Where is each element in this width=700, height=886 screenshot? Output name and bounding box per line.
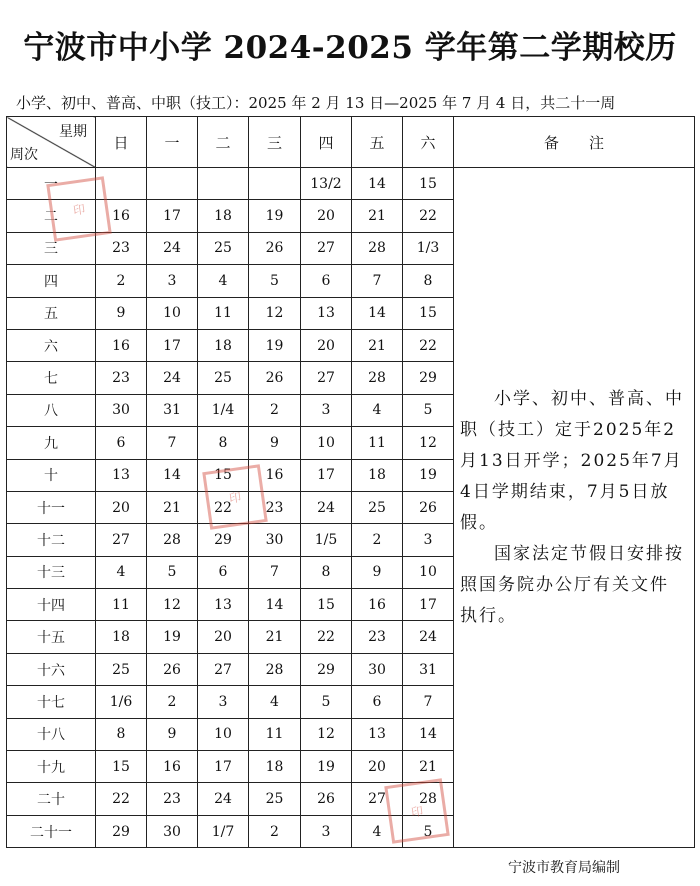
date-cell: 29 xyxy=(301,653,352,685)
date-cell: 2 xyxy=(96,265,147,297)
week-number: 三 xyxy=(7,232,96,264)
date-cell: 7 xyxy=(249,556,301,588)
date-cell: 3 xyxy=(147,265,198,297)
table-row xyxy=(7,168,695,200)
week-number: 一 xyxy=(7,168,96,200)
date-cell: 21 xyxy=(147,491,198,523)
seal-stamp: 印 xyxy=(202,464,268,530)
remark-paragraph: 国家法定节假日安排按照国务院办公厅有关文件执行。 xyxy=(460,543,684,626)
date-cell: 27 xyxy=(301,232,352,264)
date-cell: 21 xyxy=(249,621,301,653)
date-cell: 28 xyxy=(249,653,301,685)
date-cell: 5 xyxy=(403,815,454,847)
date-cell: 4 xyxy=(249,686,301,718)
date-cell: 16 xyxy=(147,751,198,783)
date-cell: 6 xyxy=(198,556,249,588)
date-cell: 22 xyxy=(198,491,249,523)
week-number: 十二 xyxy=(7,524,96,556)
date-cell: 3 xyxy=(301,815,352,847)
date-cell: 26 xyxy=(403,491,454,523)
date-cell: 19 xyxy=(403,459,454,491)
seal-stamp: 印 xyxy=(46,176,112,242)
semester-dates: 小学、初中、普高、中职（技工）：2025 年 2 月 13 日—2025 年 7 月 4 日，共二十一周 xyxy=(16,94,616,112)
date-cell xyxy=(198,168,249,200)
date-cell: 24 xyxy=(198,783,249,815)
date-cell: 8 xyxy=(403,265,454,297)
date-cell: 29 xyxy=(198,524,249,556)
date-cell: 23 xyxy=(249,491,301,523)
day-header: 一 xyxy=(147,117,198,168)
date-cell: 23 xyxy=(352,621,403,653)
week-number: 十三 xyxy=(7,556,96,588)
date-cell: 14 xyxy=(147,459,198,491)
date-cell: 5 xyxy=(403,394,454,426)
date-cell: 1/7 xyxy=(198,815,249,847)
date-cell: 3 xyxy=(403,524,454,556)
date-cell: 19 xyxy=(249,200,301,232)
date-cell: 25 xyxy=(198,232,249,264)
week-number: 四 xyxy=(7,265,96,297)
date-cell: 12 xyxy=(249,297,301,329)
date-cell: 16 xyxy=(352,589,403,621)
date-cell: 4 xyxy=(352,394,403,426)
date-cell: 24 xyxy=(147,232,198,264)
date-cell: 5 xyxy=(147,556,198,588)
week-number: 二十一 xyxy=(7,815,96,847)
date-cell: 30 xyxy=(96,394,147,426)
date-cell: 13 xyxy=(352,718,403,750)
date-cell: 14 xyxy=(352,297,403,329)
week-number: 九 xyxy=(7,427,96,459)
weekday-label: 星期 xyxy=(59,124,87,140)
date-cell: 4 xyxy=(96,556,147,588)
date-cell: 6 xyxy=(301,265,352,297)
date-cell: 5 xyxy=(301,686,352,718)
week-number: 十八 xyxy=(7,718,96,750)
date-cell: 14 xyxy=(352,168,403,200)
date-cell: 1/6 xyxy=(96,686,147,718)
date-cell: 21 xyxy=(403,751,454,783)
date-cell: 8 xyxy=(96,718,147,750)
week-number: 二 xyxy=(7,200,96,232)
date-cell: 27 xyxy=(96,524,147,556)
date-cell: 9 xyxy=(96,297,147,329)
date-cell: 11 xyxy=(198,297,249,329)
date-cell: 5 xyxy=(249,265,301,297)
date-cell: 27 xyxy=(198,653,249,685)
day-header: 五 xyxy=(352,117,403,168)
week-number: 八 xyxy=(7,394,96,426)
seal-stamp: 印 xyxy=(384,778,450,844)
date-cell: 10 xyxy=(403,556,454,588)
date-cell: 13 xyxy=(301,297,352,329)
date-cell: 18 xyxy=(249,751,301,783)
date-cell: 13 xyxy=(96,459,147,491)
date-cell: 17 xyxy=(403,589,454,621)
date-cell: 16 xyxy=(96,200,147,232)
date-cell: 29 xyxy=(403,362,454,394)
week-number: 十五 xyxy=(7,621,96,653)
date-cell: 15 xyxy=(198,459,249,491)
date-cell: 19 xyxy=(249,329,301,361)
date-cell: 3 xyxy=(301,394,352,426)
date-cell: 30 xyxy=(352,653,403,685)
day-header: 六 xyxy=(403,117,454,168)
date-cell: 14 xyxy=(403,718,454,750)
date-cell: 25 xyxy=(198,362,249,394)
page-title: 宁波市中小学 2024-2025 学年第二学期校历 xyxy=(23,30,677,66)
date-cell: 17 xyxy=(301,459,352,491)
week-number: 五 xyxy=(7,297,96,329)
date-cell: 2 xyxy=(249,815,301,847)
date-cell: 19 xyxy=(301,751,352,783)
week-number: 十七 xyxy=(7,686,96,718)
date-cell: 9 xyxy=(249,427,301,459)
week-number: 六 xyxy=(7,329,96,361)
date-cell: 22 xyxy=(96,783,147,815)
date-cell: 8 xyxy=(198,427,249,459)
date-cell: 20 xyxy=(198,621,249,653)
date-cell: 12 xyxy=(147,589,198,621)
date-cell: 24 xyxy=(403,621,454,653)
corner-header xyxy=(7,117,96,168)
date-cell: 17 xyxy=(147,329,198,361)
date-cell: 26 xyxy=(249,362,301,394)
day-header: 日 xyxy=(96,117,147,168)
week-number: 七 xyxy=(7,362,96,394)
date-cell: 28 xyxy=(147,524,198,556)
date-cell: 20 xyxy=(301,329,352,361)
date-cell: 20 xyxy=(352,751,403,783)
date-cell: 14 xyxy=(249,589,301,621)
week-number: 十一 xyxy=(7,491,96,523)
date-cell: 6 xyxy=(96,427,147,459)
date-cell: 6 xyxy=(352,686,403,718)
date-cell: 26 xyxy=(249,232,301,264)
date-cell: 15 xyxy=(403,297,454,329)
date-cell: 7 xyxy=(147,427,198,459)
date-cell: 26 xyxy=(301,783,352,815)
date-cell: 26 xyxy=(147,653,198,685)
date-cell: 25 xyxy=(249,783,301,815)
date-cell: 21 xyxy=(352,329,403,361)
date-cell: 21 xyxy=(352,200,403,232)
date-cell: 23 xyxy=(96,232,147,264)
date-cell: 18 xyxy=(352,459,403,491)
date-cell: 20 xyxy=(96,491,147,523)
date-cell: 7 xyxy=(403,686,454,718)
date-cell: 12 xyxy=(403,427,454,459)
date-cell: 25 xyxy=(96,653,147,685)
date-cell: 18 xyxy=(198,200,249,232)
date-cell: 2 xyxy=(249,394,301,426)
date-cell: 10 xyxy=(198,718,249,750)
date-cell: 29 xyxy=(96,815,147,847)
date-cell: 15 xyxy=(96,751,147,783)
week-number: 十九 xyxy=(7,751,96,783)
week-number: 十 xyxy=(7,459,96,491)
date-cell: 30 xyxy=(147,815,198,847)
date-cell: 1/4 xyxy=(198,394,249,426)
date-cell: 13/2 xyxy=(301,168,352,200)
date-cell: 1/3 xyxy=(403,232,454,264)
date-cell: 27 xyxy=(301,362,352,394)
date-cell: 15 xyxy=(301,589,352,621)
date-cell: 4 xyxy=(352,815,403,847)
date-cell: 19 xyxy=(147,621,198,653)
date-cell: 11 xyxy=(96,589,147,621)
week-number: 二十 xyxy=(7,783,96,815)
date-cell: 28 xyxy=(352,232,403,264)
date-cell: 7 xyxy=(352,265,403,297)
date-cell: 15 xyxy=(403,168,454,200)
date-cell: 10 xyxy=(147,297,198,329)
date-cell: 17 xyxy=(147,200,198,232)
day-header: 二 xyxy=(198,117,249,168)
date-cell: 23 xyxy=(147,783,198,815)
date-cell: 10 xyxy=(301,427,352,459)
remarks-header: 备 注 xyxy=(454,117,695,168)
day-header: 四 xyxy=(301,117,352,168)
date-cell: 23 xyxy=(96,362,147,394)
date-cell: 17 xyxy=(198,751,249,783)
date-cell: 20 xyxy=(301,200,352,232)
date-cell: 12 xyxy=(301,718,352,750)
date-cell: 28 xyxy=(352,362,403,394)
week-label: 周次 xyxy=(10,147,38,163)
date-cell: 11 xyxy=(352,427,403,459)
date-cell: 8 xyxy=(301,556,352,588)
date-cell: 31 xyxy=(147,394,198,426)
remarks-cell xyxy=(454,168,695,848)
date-cell: 13 xyxy=(198,589,249,621)
date-cell: 24 xyxy=(301,491,352,523)
week-number: 十四 xyxy=(7,589,96,621)
date-cell xyxy=(249,168,301,200)
date-cell: 11 xyxy=(249,718,301,750)
date-cell: 9 xyxy=(147,718,198,750)
date-cell: 4 xyxy=(198,265,249,297)
date-cell: 31 xyxy=(403,653,454,685)
date-cell: 22 xyxy=(403,200,454,232)
date-cell: 16 xyxy=(249,459,301,491)
date-cell: 2 xyxy=(352,524,403,556)
date-cell: 18 xyxy=(96,621,147,653)
date-cell: 27 xyxy=(352,783,403,815)
header-row xyxy=(7,117,695,168)
date-cell: 24 xyxy=(147,362,198,394)
date-cell: 16 xyxy=(96,329,147,361)
date-cell: 25 xyxy=(352,491,403,523)
date-cell: 1/5 xyxy=(301,524,352,556)
week-number: 十六 xyxy=(7,653,96,685)
date-cell: 30 xyxy=(249,524,301,556)
date-cell: 2 xyxy=(147,686,198,718)
date-cell: 9 xyxy=(352,556,403,588)
date-cell: 3 xyxy=(198,686,249,718)
date-cell: 22 xyxy=(403,329,454,361)
issuer: 宁波市教育局编制 xyxy=(508,860,620,876)
date-cell: 22 xyxy=(301,621,352,653)
day-header: 三 xyxy=(249,117,301,168)
date-cell: 28 xyxy=(403,783,454,815)
date-cell xyxy=(147,168,198,200)
remark-paragraph: 小学、初中、普高、中职（技工）定于2025年2月13日开学；2025年7月4日学期结束，7月5日放假。 xyxy=(460,388,684,533)
date-cell: 18 xyxy=(198,329,249,361)
